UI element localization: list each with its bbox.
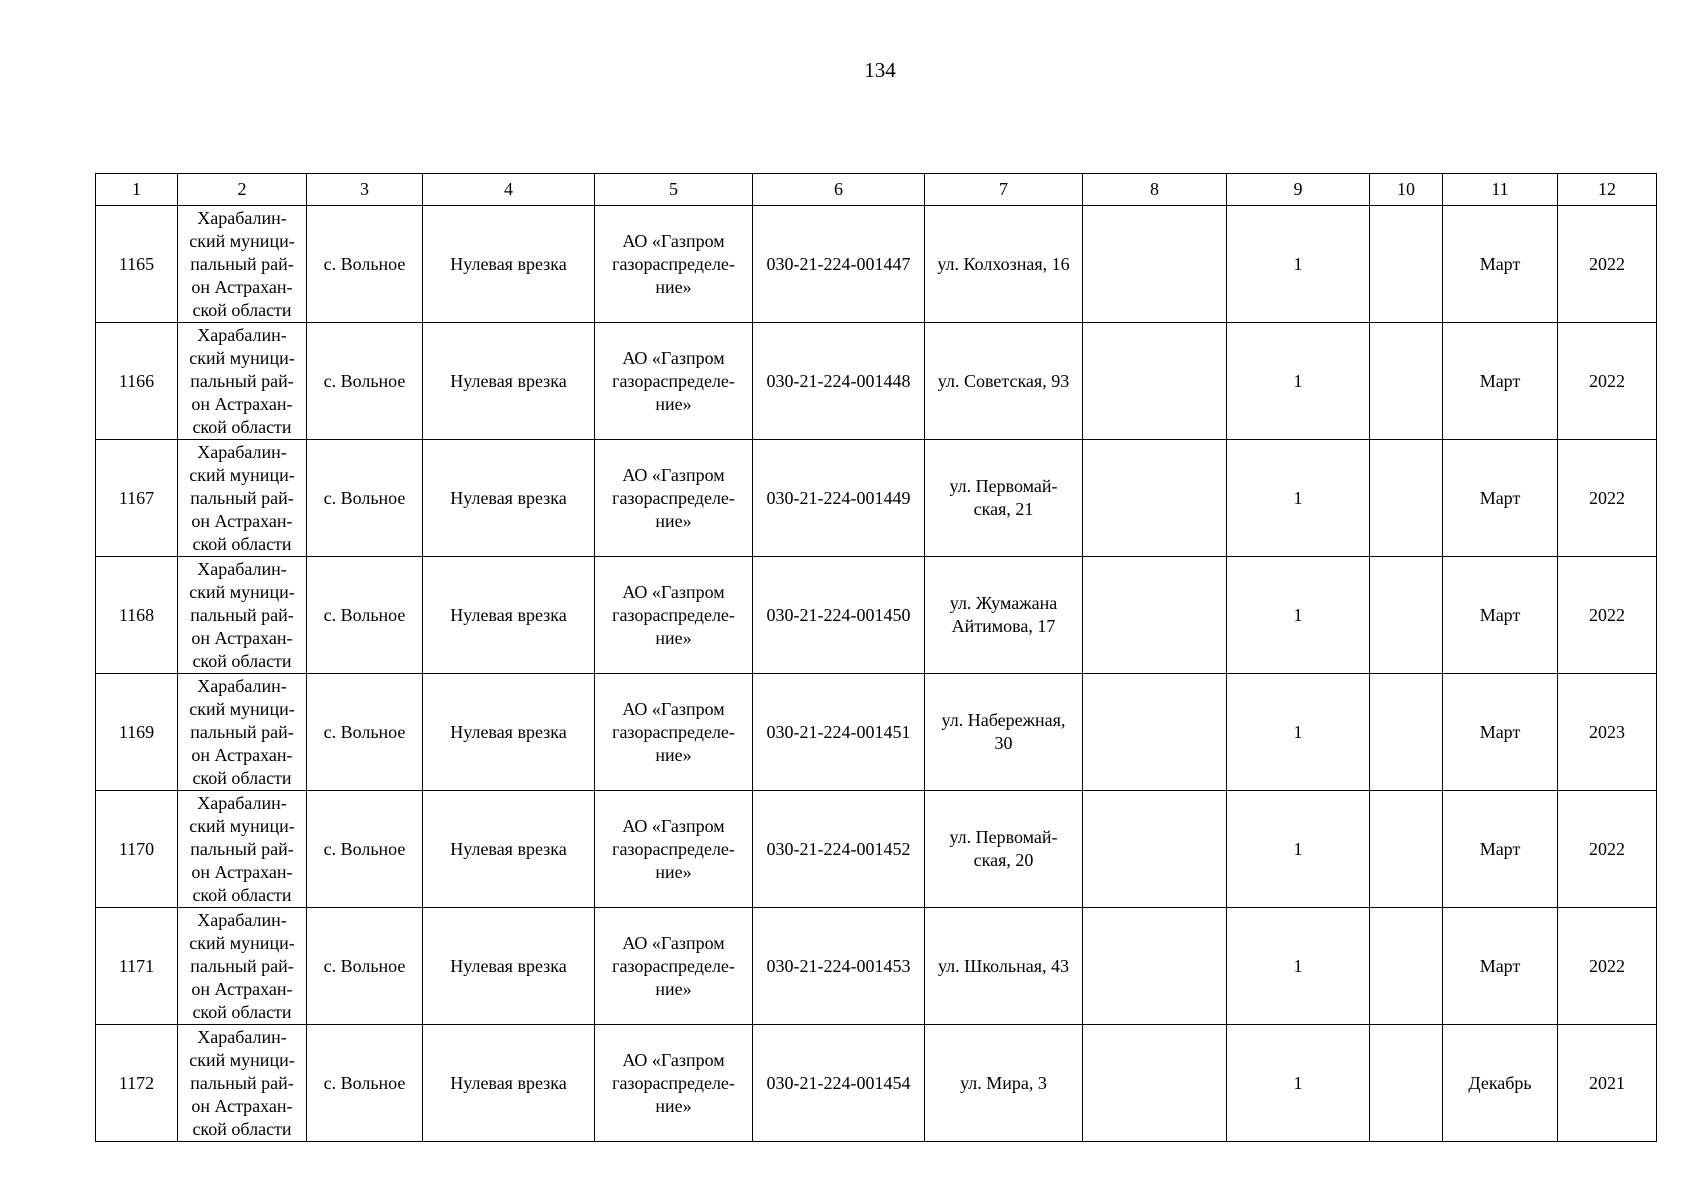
cell-col8: [1083, 206, 1227, 323]
cell-organization: АО «Газпром газораспределе- ние»: [595, 206, 753, 323]
cell-code: 030-21-224-001452: [753, 791, 925, 908]
cell-organization: АО «Газпром газораспределе- ние»: [595, 908, 753, 1025]
cell-col10: [1370, 908, 1443, 1025]
cell-district: Харабалин- ский муници- пальный рай- он Астрахан- ской области: [178, 206, 307, 323]
cell-number: 1166: [96, 323, 178, 440]
cell-organization: АО «Газпром газораспределе- ние»: [595, 557, 753, 674]
cell-district: Харабалин- ский муници- пальный рай- он Астрахан- ской области: [178, 908, 307, 1025]
column-header: 2: [178, 174, 307, 206]
cell-locality: с. Вольное: [307, 908, 423, 1025]
cell-organization: АО «Газпром газораспределе- ние»: [595, 791, 753, 908]
cell-code: 030-21-224-001449: [753, 440, 925, 557]
cell-district: Харабалин- ский муници- пальный рай- он Астрахан- ской области: [178, 1025, 307, 1142]
cell-quantity: 1: [1227, 908, 1370, 1025]
cell-code: 030-21-224-001453: [753, 908, 925, 1025]
cell-address: ул. Школьная, 43: [925, 908, 1083, 1025]
column-header: 6: [753, 174, 925, 206]
cell-address: ул. Первомай- ская, 20: [925, 791, 1083, 908]
cell-quantity: 1: [1227, 206, 1370, 323]
cell-code: 030-21-224-001448: [753, 323, 925, 440]
header-row: [96, 174, 1657, 206]
cell-locality: с. Вольное: [307, 1025, 423, 1142]
cell-col10: [1370, 206, 1443, 323]
cell-work-type: Нулевая врезка: [423, 557, 595, 674]
page-number: 134: [864, 58, 896, 82]
cell-locality: с. Вольное: [307, 557, 423, 674]
column-header: 3: [307, 174, 423, 206]
cell-quantity: 1: [1227, 323, 1370, 440]
data-table: [95, 173, 1657, 1142]
cell-work-type: Нулевая врезка: [423, 206, 595, 323]
column-header: 9: [1227, 174, 1370, 206]
cell-district: Харабалин- ский муници- пальный рай- он Астрахан- ской области: [178, 557, 307, 674]
cell-address: ул. Набережная, 30: [925, 674, 1083, 791]
cell-work-type: Нулевая врезка: [423, 323, 595, 440]
table-row: [96, 908, 1657, 1025]
cell-work-type: Нулевая врезка: [423, 674, 595, 791]
table-row: [96, 557, 1657, 674]
cell-month: Март: [1443, 323, 1558, 440]
cell-organization: АО «Газпром газораспределе- ние»: [595, 1025, 753, 1142]
cell-month: Март: [1443, 791, 1558, 908]
cell-number: 1170: [96, 791, 178, 908]
cell-address: ул. Колхозная, 16: [925, 206, 1083, 323]
cell-address: ул. Советская, 93: [925, 323, 1083, 440]
cell-work-type: Нулевая врезка: [423, 908, 595, 1025]
cell-district: Харабалин- ский муници- пальный рай- он Астрахан- ской области: [178, 440, 307, 557]
cell-col8: [1083, 323, 1227, 440]
column-header: 11: [1443, 174, 1558, 206]
column-header: 10: [1370, 174, 1443, 206]
table-row: [96, 1025, 1657, 1142]
cell-locality: с. Вольное: [307, 791, 423, 908]
cell-col10: [1370, 323, 1443, 440]
cell-address: ул. Мира, 3: [925, 1025, 1083, 1142]
cell-year: 2022: [1558, 440, 1657, 557]
table-row: [96, 323, 1657, 440]
cell-col8: [1083, 674, 1227, 791]
column-header: 12: [1558, 174, 1657, 206]
cell-month: Март: [1443, 908, 1558, 1025]
cell-year: 2022: [1558, 323, 1657, 440]
cell-number: 1165: [96, 206, 178, 323]
cell-address: ул. Первомай- ская, 21: [925, 440, 1083, 557]
cell-quantity: 1: [1227, 557, 1370, 674]
column-header: 5: [595, 174, 753, 206]
cell-number: 1168: [96, 557, 178, 674]
table-row: [96, 206, 1657, 323]
cell-locality: с. Вольное: [307, 674, 423, 791]
cell-year: 2023: [1558, 674, 1657, 791]
cell-year: 2021: [1558, 1025, 1657, 1142]
cell-code: 030-21-224-001454: [753, 1025, 925, 1142]
cell-organization: АО «Газпром газораспределе- ние»: [595, 440, 753, 557]
cell-work-type: Нулевая врезка: [423, 1025, 595, 1142]
table-row: [96, 674, 1657, 791]
cell-col8: [1083, 791, 1227, 908]
cell-code: 030-21-224-001450: [753, 557, 925, 674]
cell-year: 2022: [1558, 791, 1657, 908]
cell-locality: с. Вольное: [307, 323, 423, 440]
cell-work-type: Нулевая врезка: [423, 440, 595, 557]
cell-number: 1172: [96, 1025, 178, 1142]
cell-address: ул. Жумажана Айтимова, 17: [925, 557, 1083, 674]
cell-locality: с. Вольное: [307, 440, 423, 557]
cell-quantity: 1: [1227, 791, 1370, 908]
cell-month: Март: [1443, 674, 1558, 791]
cell-quantity: 1: [1227, 440, 1370, 557]
cell-month: Март: [1443, 440, 1558, 557]
column-header: 8: [1083, 174, 1227, 206]
cell-col8: [1083, 1025, 1227, 1142]
cell-district: Харабалин- ский муници- пальный рай- он Астрахан- ской области: [178, 791, 307, 908]
cell-organization: АО «Газпром газораспределе- ние»: [595, 674, 753, 791]
cell-number: 1167: [96, 440, 178, 557]
cell-col8: [1083, 440, 1227, 557]
cell-month: Март: [1443, 557, 1558, 674]
cell-locality: с. Вольное: [307, 206, 423, 323]
cell-year: 2022: [1558, 557, 1657, 674]
cell-number: 1169: [96, 674, 178, 791]
cell-year: 2022: [1558, 908, 1657, 1025]
cell-district: Харабалин- ский муници- пальный рай- он Астрахан- ской области: [178, 674, 307, 791]
cell-code: 030-21-224-001447: [753, 206, 925, 323]
cell-quantity: 1: [1227, 674, 1370, 791]
cell-district: Харабалин- ский муници- пальный рай- он Астрахан- ской области: [178, 323, 307, 440]
cell-col10: [1370, 1025, 1443, 1142]
cell-col10: [1370, 674, 1443, 791]
column-header: 1: [96, 174, 178, 206]
cell-number: 1171: [96, 908, 178, 1025]
cell-col8: [1083, 557, 1227, 674]
column-header: 4: [423, 174, 595, 206]
cell-col10: [1370, 791, 1443, 908]
cell-month: Март: [1443, 206, 1558, 323]
cell-work-type: Нулевая врезка: [423, 791, 595, 908]
cell-organization: АО «Газпром газораспределе- ние»: [595, 323, 753, 440]
cell-quantity: 1: [1227, 1025, 1370, 1142]
cell-col10: [1370, 557, 1443, 674]
cell-month: Декабрь: [1443, 1025, 1558, 1142]
table-row: [96, 791, 1657, 908]
column-header: 7: [925, 174, 1083, 206]
cell-col10: [1370, 440, 1443, 557]
cell-col8: [1083, 908, 1227, 1025]
cell-year: 2022: [1558, 206, 1657, 323]
table-row: [96, 440, 1657, 557]
cell-code: 030-21-224-001451: [753, 674, 925, 791]
